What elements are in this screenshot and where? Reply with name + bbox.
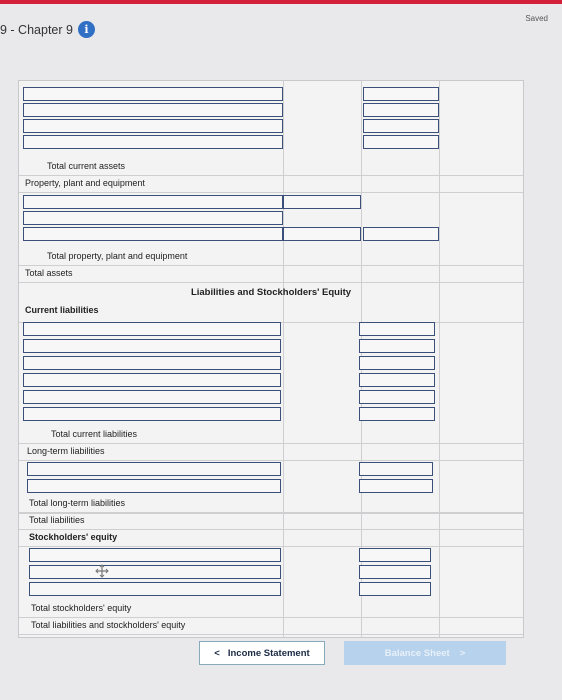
chapter-title-text: 9 - Chapter 9 <box>0 22 73 37</box>
table-row <box>19 495 523 513</box>
asset-account-input[interactable] <box>23 119 283 133</box>
table-row <box>19 512 523 530</box>
table-row <box>19 529 523 547</box>
total-stockholders-equity-label: Total stockholders' equity <box>31 603 132 613</box>
ppe-label: Property, plant and equipment <box>25 178 145 188</box>
table-row <box>19 426 523 444</box>
ppe-account-input[interactable] <box>23 195 283 209</box>
balance-sheet-table <box>18 80 524 638</box>
ppe-total-input[interactable] <box>363 227 439 241</box>
total-liabilities-label: Total liabilities <box>29 515 85 525</box>
top-accent-bar <box>0 0 562 4</box>
equity-amount-input[interactable] <box>359 582 431 596</box>
table-row <box>19 443 523 461</box>
ppe-amount-input[interactable] <box>283 227 361 241</box>
total-current-assets-label: Total current assets <box>47 161 126 171</box>
long-term-amount-input[interactable] <box>359 479 433 493</box>
chapter-title <box>0 21 95 38</box>
long-term-amount-input[interactable] <box>359 462 433 476</box>
ppe-account-input[interactable] <box>23 227 283 241</box>
balance-sheet-label: Balance Sheet <box>384 647 450 659</box>
liability-amount-input[interactable] <box>359 339 435 353</box>
liability-account-input[interactable] <box>23 322 281 336</box>
liability-account-input[interactable] <box>23 356 281 370</box>
asset-amount-input[interactable] <box>363 135 439 149</box>
liability-amount-input[interactable] <box>359 373 435 387</box>
table-row <box>19 302 523 323</box>
total-liabilities-equity-label: Total liabilities and stockholders' equity <box>31 620 186 630</box>
long-term-liabilities-label: Long-term liabilities <box>27 446 105 456</box>
total-assets-label: Total assets <box>25 268 73 278</box>
equity-account-input[interactable] <box>29 565 281 579</box>
long-term-account-input[interactable] <box>27 479 281 493</box>
long-term-account-input[interactable] <box>27 462 281 476</box>
income-statement-button[interactable] <box>199 641 325 665</box>
equity-account-input[interactable] <box>29 582 281 596</box>
equity-amount-input[interactable] <box>359 548 431 562</box>
liability-amount-input[interactable] <box>359 356 435 370</box>
liability-amount-input[interactable] <box>359 322 435 336</box>
liability-amount-input[interactable] <box>359 407 435 421</box>
ppe-account-input[interactable] <box>23 211 283 225</box>
liability-account-input[interactable] <box>23 373 281 387</box>
table-row <box>19 600 523 618</box>
total-ppe-label: Total property, plant and equipment <box>47 251 188 261</box>
table-row <box>19 248 523 266</box>
saved-status: Saved <box>525 14 548 23</box>
stockholders-equity-label: Stockholders' equity <box>29 532 118 542</box>
asset-account-input[interactable] <box>23 103 283 117</box>
liability-account-input[interactable] <box>23 407 281 421</box>
table-row <box>19 175 523 193</box>
liability-account-input[interactable] <box>23 339 281 353</box>
liability-amount-input[interactable] <box>359 390 435 404</box>
table-row <box>19 265 523 283</box>
income-statement-label: Income Statement <box>227 647 310 659</box>
info-icon[interactable]: i <box>78 21 95 38</box>
ppe-amount-input[interactable] <box>283 195 361 209</box>
equity-amount-input[interactable] <box>359 565 431 579</box>
chevron-left-icon: < <box>214 647 220 659</box>
asset-amount-input[interactable] <box>363 87 439 101</box>
total-long-term-liabilities-label: Total long-term liabilities <box>29 498 126 508</box>
total-current-liabilities-label: Total current liabilities <box>51 429 138 439</box>
asset-amount-input[interactable] <box>363 119 439 133</box>
liability-account-input[interactable] <box>23 390 281 404</box>
table-row <box>19 617 523 635</box>
move-cross-icon <box>95 564 109 578</box>
balance-sheet-button[interactable] <box>344 641 506 665</box>
equity-account-input[interactable] <box>29 548 281 562</box>
asset-amount-input[interactable] <box>363 103 439 117</box>
asset-account-input[interactable] <box>23 87 283 101</box>
asset-account-input[interactable] <box>23 135 283 149</box>
chevron-right-icon: > <box>459 647 466 659</box>
current-liabilities-label: Current liabilities <box>25 305 99 315</box>
table-row <box>19 158 523 176</box>
liabilities-equity-heading: Liabilities and Stockholders' Equity <box>190 287 352 298</box>
